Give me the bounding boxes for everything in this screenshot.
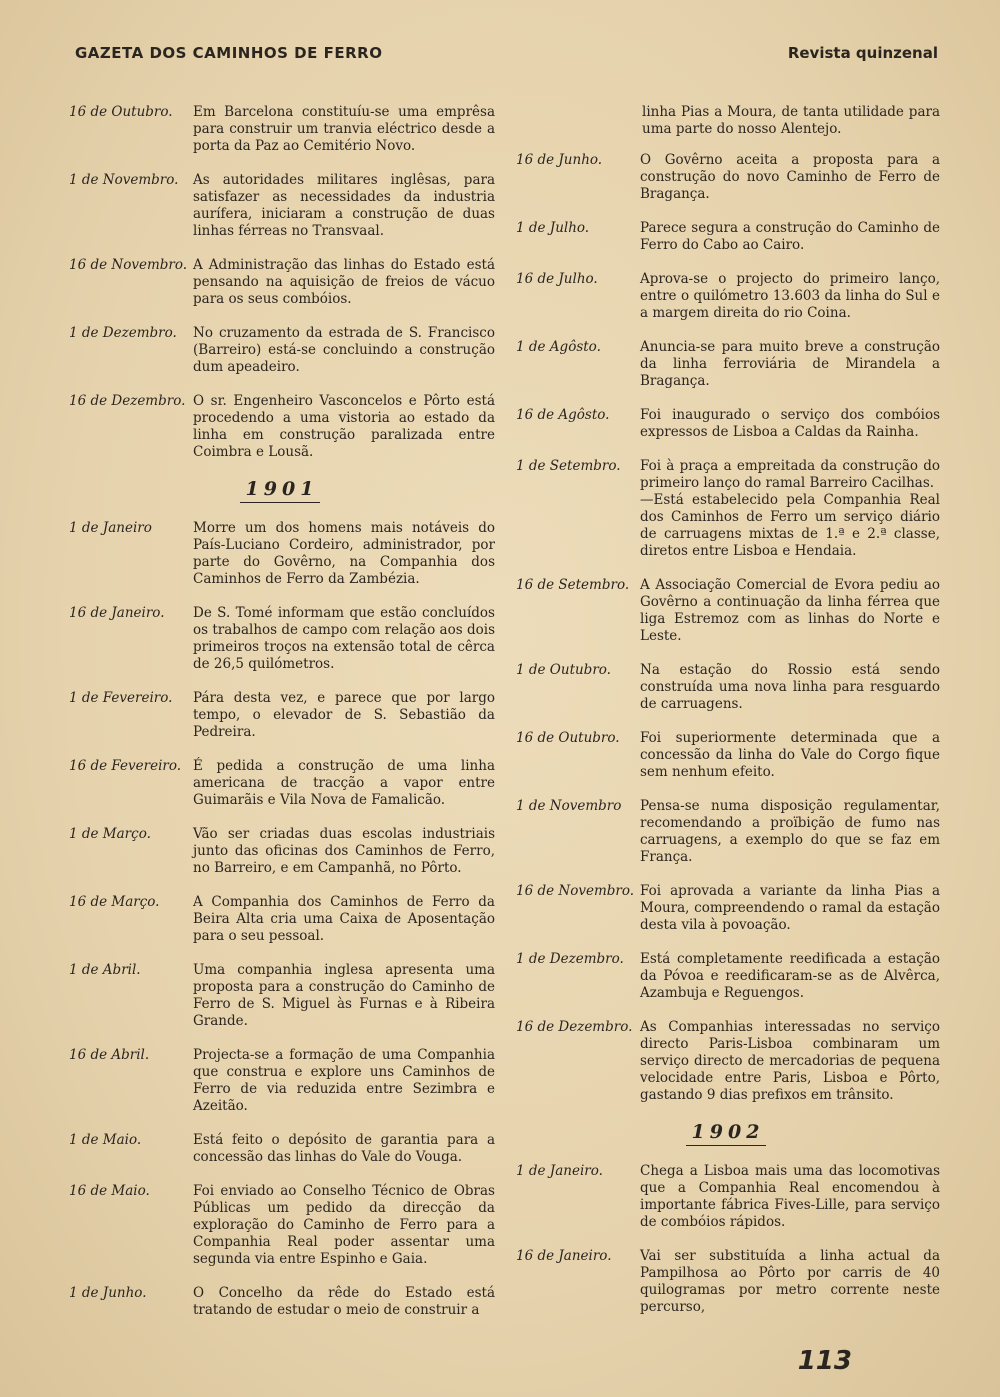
entry-text [640, 220, 940, 254]
chronicle-entry [65, 894, 495, 945]
chronicle-entry [65, 1285, 495, 1319]
entry-date: 16 de Outubro. [69, 104, 173, 120]
entry-date: 1 de Agôsto. [516, 339, 601, 355]
entry-date: 1 de Junho. [69, 1285, 147, 1301]
entry-paragraph: Parece segura a construção do Caminho de Ferro do Cabo ao Cairo. [640, 220, 940, 253]
entry-text [193, 605, 495, 673]
entry-date: 1 de Abril. [69, 962, 141, 978]
entry-paragraph: De S. Tomé informam que estão concluídos os trabalhos de campo com relação aos dois primeiros troços na extensão total de cêrca de 26,5 quilómetros. [193, 605, 495, 672]
chronicle-entry [65, 690, 495, 741]
entry-text [640, 951, 940, 1002]
entry-text [193, 325, 495, 376]
entry-date: 16 de Abril. [69, 1047, 150, 1063]
chronicle-entry [65, 962, 495, 1030]
entry-paragraph: Uma companhia inglesa apresenta uma proposta para a construção do Caminho de Ferro de S. Miguel às Furnas e à Ribeira Grande. [193, 962, 495, 1029]
entry-date: 16 de Outubro. [516, 730, 620, 746]
entry-date: 16 de Agôsto. [516, 407, 610, 423]
chronicle-entry [512, 951, 940, 1002]
entry-paragraph: Foi inaugurado o serviço dos combóios expressos de Lisboa a Caldas da Rainha. [640, 407, 940, 440]
entry-text [193, 758, 495, 809]
chronicle-entry [65, 104, 495, 155]
entry-date: 1 de Dezembro. [516, 951, 624, 967]
entry-paragraph: Vão ser criadas duas escolas industriais junto das oficinas dos Caminhos de Ferro, no Barreiro, e em Campanhã, no Pôrto. [193, 826, 495, 876]
entry-date: 16 de Setembro. [516, 577, 630, 593]
entry-paragraph: A Administração das linhas do Estado está pensando na aquisição de freios de vácuo para os seus combóios. [193, 257, 495, 307]
chronicle-entry [512, 577, 940, 645]
continued-text: linha Pias a Moura, de tanta utilidade para uma parte do nosso Alentejo. [642, 104, 940, 137]
chronicle-entry [65, 605, 495, 673]
entry-text [193, 172, 495, 240]
entry-date: 16 de Julho. [516, 271, 598, 287]
chronicle-entry [65, 257, 495, 308]
entry-text [193, 894, 495, 945]
entry-paragraph: No cruzamento da estrada de S. Francisco (Barreiro) está-se concluindo a construção dum apeadeiro. [193, 325, 495, 375]
chronicle-entry [512, 407, 940, 441]
chronicle-entry [65, 520, 495, 588]
entry-date: 16 de Março. [69, 894, 160, 910]
entry-text [640, 339, 940, 390]
entry-date: 1 de Outubro. [516, 662, 611, 678]
entry-paragraph: O sr. Engenheiro Vasconcelos e Pôrto está procedendo a uma vistoria ao estado da linha em construção paralizada entre Coimbra e Lousã. [193, 393, 495, 460]
chronicle-entry [512, 1019, 940, 1104]
entry-date: 16 de Dezembro. [69, 393, 186, 409]
entry-date: 1 de Julho. [516, 220, 590, 236]
entry-date: 16 de Janeiro. [69, 605, 165, 621]
chronicle-entry [512, 1248, 940, 1316]
chronicle-entry [512, 798, 940, 866]
entry-text [640, 883, 940, 934]
entry-paragraph: Foi superiormente determinada que a concessão da linha do Vale do Corgo fique sem nenhum efeito. [640, 730, 940, 780]
chronicle-entry [65, 826, 495, 877]
left-column [65, 104, 495, 1336]
page-number: 113 [797, 1346, 852, 1376]
entry-date: 16 de Novembro. [69, 257, 188, 273]
entry-date: 16 de Dezembro. [516, 1019, 633, 1035]
year-heading-1901: 1901 [65, 478, 495, 500]
entry-text [193, 1285, 495, 1319]
journal-title: GAZETA DOS CAMINHOS DE FERRO [75, 44, 383, 62]
entry-paragraph: Projecta-se a formação de uma Companhia que construa e explore uns Caminhos de Ferro de via reduzida entre Sezimbra e Azeitão. [193, 1047, 495, 1114]
chronicle-entry [512, 220, 940, 254]
entry-paragraph: —Está estabelecido pela Companhia Real dos Caminhos de Ferro um serviço diário de carruagens mixtas de 1.ª e 2.ª classe, diretos entre Lisboa e Hendaia. [640, 492, 940, 559]
entry-paragraph: Chega a Lisboa mais uma das locomotivas que a Companhia Real encomendou à importante fábrica Fives-Lille, para serviço de combóios rápidos. [640, 1163, 940, 1230]
entry-date: 16 de Novembro. [516, 883, 635, 899]
entry-date: 1 de Janeiro [69, 520, 152, 536]
entries-1900 [65, 104, 495, 461]
chronicle-entry [65, 325, 495, 376]
entry-paragraph: Morre um dos homens mais notáveis do País-Luciano Cordeiro, administrador, por parte do Govêrno, na Companhia dos Caminhos de Ferro da Zambézia. [193, 520, 495, 587]
entry-date: 16 de Fevereiro. [69, 758, 182, 774]
entry-paragraph: Está completamente reedificada a estação da Póvoa e reedificaram-se as de Alvêrca, Azambuja e Reguengos. [640, 951, 940, 1001]
entry-text [193, 1047, 495, 1115]
chronicle-entry [65, 1132, 495, 1166]
chronicle-entry [65, 758, 495, 809]
entry-paragraph: O Govêrno aceita a proposta para a construção do novo Caminho de Ferro de Bragança. [640, 152, 940, 202]
entry-date: 1 de Janeiro. [516, 1163, 603, 1179]
entry-text [640, 577, 940, 645]
entry-text [193, 520, 495, 588]
entry-date: 1 de Maio. [69, 1132, 142, 1148]
chronicle-entry [512, 339, 940, 390]
chronicle-entry [65, 1047, 495, 1115]
entry-date: 1 de Março. [69, 826, 151, 842]
chronicle-entry [512, 271, 940, 322]
entry-paragraph: Em Barcelona constituíu-se uma emprêsa para construir um tranvia eléctrico desde a porta da Paz ao Cemitério Novo. [193, 104, 495, 154]
entry-text [640, 1248, 940, 1316]
entry-text [640, 407, 940, 441]
entry-paragraph: Pensa-se numa disposição regulamentar, recomendando a proïbição de fumo nas carruagens, a exemplo do que se faz em França. [640, 798, 940, 865]
entry-text [640, 152, 940, 203]
entry-date: 1 de Novembro. [69, 172, 179, 188]
chronicle-entry [512, 458, 940, 560]
entry-paragraph: Na estação do Rossio está sendo construída uma nova linha para resguardo de carruagens. [640, 662, 940, 712]
entry-paragraph: Vai ser substituída a linha actual da Pampilhosa ao Pôrto por carris de 40 quilogramas por metro corrente neste percurso, [640, 1248, 940, 1315]
entry-date: 16 de Maio. [69, 1183, 150, 1199]
chronicle-entry [512, 1163, 940, 1231]
entry-paragraph: A Companhia dos Caminhos de Ferro da Beira Alta cria uma Caixa de Aposentação para o seu pessoal. [193, 894, 495, 944]
entry-paragraph: Foi enviado ao Conselho Técnico de Obras Públicas um pedido da direcção da exploração do Caminho de Ferro para a Companhia Real poder assentar uma segunda via entre Espinho e Gaia. [193, 1183, 495, 1267]
entry-paragraph: É pedida a construção de uma linha americana de tracção a vapor entre Guimarãis e Vila Nova de Famalicão. [193, 758, 495, 808]
entry-paragraph: As Companhias interessadas no serviço directo Paris-Lisboa combinaram um serviço directo de mercadorias de pequena velocidade entre Paris, Lisboa e Pôrto, gastando 9 dias prefixos em trânsito. [640, 1019, 940, 1103]
entry-text [640, 271, 940, 322]
entry-date: 1 de Novembro [516, 798, 622, 814]
entry-text [640, 662, 940, 713]
entry-text [193, 690, 495, 741]
journal-subtitle: Revista quinzenal [787, 44, 938, 62]
entry-text [193, 257, 495, 308]
entries-1902 [512, 1163, 940, 1316]
entry-paragraph: As autoridades militares inglêsas, para satisfazer as necessidades da industria aurífera, iniciaram a construção de duas linhas férreas no Transvaal. [193, 172, 495, 239]
entries-1901-left [65, 520, 495, 1319]
entries-1901-right [512, 152, 940, 1104]
entry-paragraph: Foi à praça a empreitada da construção do primeiro lanço do ramal Barreiro Cacilhas. [640, 458, 940, 491]
chronicle-entry [512, 883, 940, 934]
entry-text [193, 1132, 495, 1166]
entry-date: 1 de Setembro. [516, 458, 621, 474]
entry-paragraph: Aprova-se o projecto do primeiro lanço, entre o quilómetro 13.603 da linha do Sul e a margem direita do rio Coina. [640, 271, 940, 321]
entry-paragraph: Está feito o depósito de garantia para a concessão das linhas do Vale do Vouga. [193, 1132, 495, 1165]
entry-paragraph: A Associação Comercial de Evora pediu ao Govêrno a continuação da linha férrea que liga Estremoz com as linhas do Norte e Leste. [640, 577, 940, 644]
entry-date: 16 de Junho. [516, 152, 603, 168]
entry-date: 16 de Janeiro. [516, 1248, 612, 1264]
entry-text [193, 1183, 495, 1268]
right-column [512, 104, 940, 1333]
entry-date: 1 de Dezembro. [69, 325, 177, 341]
entry-text [640, 730, 940, 781]
year-heading-1902: 1902 [512, 1121, 940, 1143]
entry-paragraph: Pára desta vez, e parece que por largo tempo, o elevador de S. Sebastião da Pedreira. [193, 690, 495, 740]
entry-text [640, 458, 940, 560]
entry-paragraph: Foi aprovada a variante da linha Pias a Moura, compreendendo o ramal da estação desta vila à povoação. [640, 883, 940, 933]
chronicle-entry [65, 172, 495, 240]
chronicle-entry [512, 730, 940, 781]
entry-text [193, 393, 495, 461]
chronicle-entry [512, 662, 940, 713]
chronicle-entry [65, 1183, 495, 1268]
chronicle-entry [512, 152, 940, 203]
entry-date: 1 de Fevereiro. [69, 690, 173, 706]
entry-text [640, 1019, 940, 1104]
entry-text [193, 104, 495, 155]
entry-text [640, 1163, 940, 1231]
entry-paragraph: Anuncia-se para muito breve a construção da linha ferroviária de Mirandela a Bragança. [640, 339, 940, 389]
entry-text [193, 826, 495, 877]
header [75, 44, 938, 68]
entry-text [640, 798, 940, 866]
chronicle-entry [65, 393, 495, 461]
entry-text [193, 962, 495, 1030]
entry-paragraph: O Concelho da rêde do Estado está tratando de estudar o meio de construir a [193, 1285, 495, 1318]
